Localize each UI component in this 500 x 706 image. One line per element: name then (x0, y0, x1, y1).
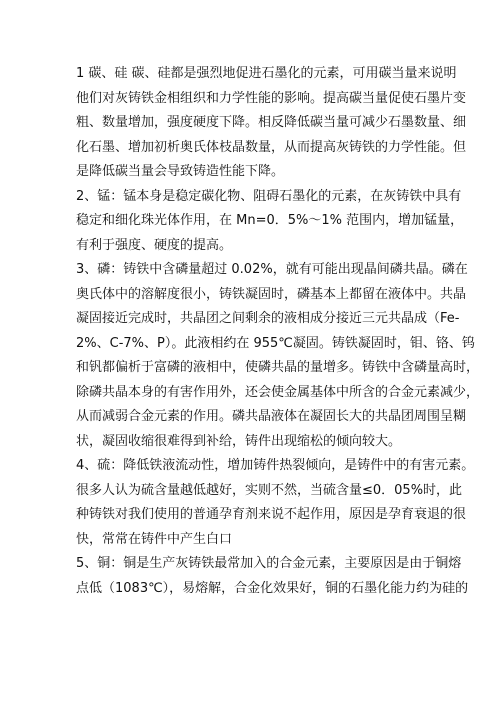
text-line: 状，凝固收缩很难得到补给，铸件出现缩松的倾向较大。 (76, 433, 402, 449)
text-line: 5、铜：铜是生产灰铸铁最常加入的合金元素，主要原因是由于铜熔 (76, 556, 462, 571)
text-line: 奥氏体中的溶解度很小，铸铁凝固时，磷基本上都留在液体中。共晶 (76, 286, 467, 302)
text-line: 有利于强度、硬度的提高。 (76, 237, 233, 253)
text-line: 2、锰：锰本身是稳定碳化物、阻碍石墨化的元素，在灰铸铁中具有 (76, 188, 462, 204)
text-line: 是降低碳当量会导致铸造性能下降。 (76, 164, 285, 179)
text-line: 从而减弱合金元素的作用。磷共晶液体在凝固长大的共晶团周围呈糊 (76, 409, 467, 424)
document-body (76, 62, 480, 601)
text-line: 快，常常在铸件中产生白口 (76, 531, 233, 547)
text-line: 点低（1083℃），易熔解，合金化效果好，铜的石墨化能力约为硅的 (76, 580, 469, 596)
text-line: 1 碳、硅 碳、硅都是强烈地促进石墨化的元素，可用碳当量来说明 (76, 66, 457, 81)
text-line: 他们对灰铸铁金相组织和力学性能的影响。提高碳当量促使石墨片变 (76, 90, 467, 106)
text-line: 和钒都偏析于富磷的液相中，使磷共晶的量增多。铸铁中含磷量高时， (76, 360, 480, 375)
text-line: 种铸铁对我们使用的普通孕育剂来说不起作用，原因是孕育衰退的很 (76, 507, 467, 522)
text-line: 凝固接近完成时，共晶团之间剩余的液相成分接近三元共晶成（Fe- (76, 311, 460, 326)
text-line: 很多人认为硫含量越低越好，实则不然，当硫含量≤0．05%时，此 (76, 482, 463, 498)
text-line: 化石墨、增加初析奥氏体枝晶数量，从而提高灰铸铁的力学性能。但 (76, 139, 467, 155)
text-line: 4、硫：降低铁液流动性，增加铸件热裂倾向，是铸件中的有害元素。 (76, 458, 475, 473)
text-line: 2%、C-7%、P）。此液相约在 955℃凝固。铸铁凝固时，钼、铬、钨 (76, 335, 475, 351)
text-line: 粗、数量增加，强度硬度下降。相反降低碳当量可减少石墨数量、细 (76, 115, 467, 130)
text-line: 3、磷：铸铁中含磷量超过 0.02%，就有可能出现晶间磷共晶。磷在 (76, 262, 468, 277)
text-line: 除磷共晶本身的有害作用外，还会使金属基体中所含的合金元素减少， (76, 384, 480, 400)
text-line: 稳定和细化珠光体作用，在 Mn=0．5%～1% 范围内，增加锰量， (76, 213, 464, 228)
